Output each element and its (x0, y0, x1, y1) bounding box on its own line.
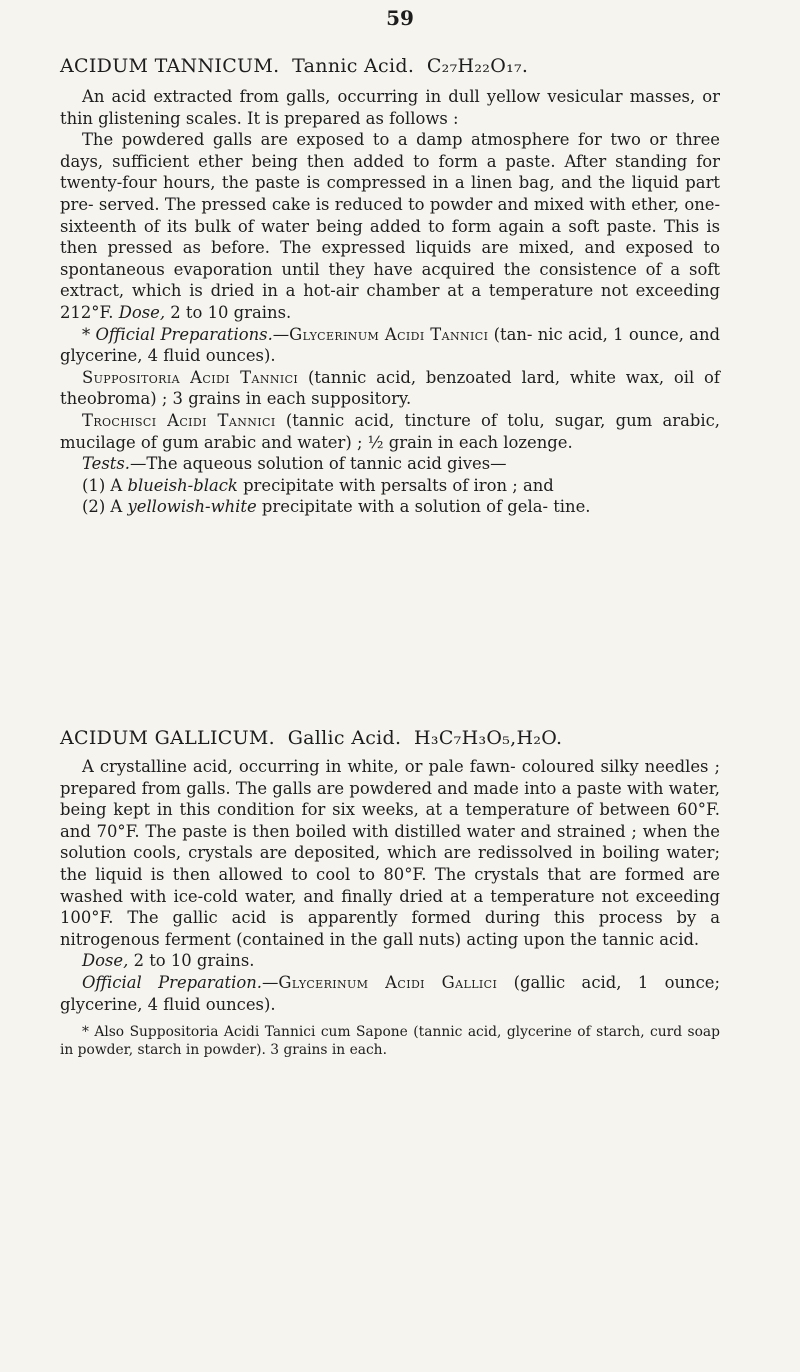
test-emphasis: yellowish-white (127, 497, 257, 517)
preparation-text: The powdered galls are exposed to a damp atmosphere for two or three days, sufficient ether being then added to form a paste. After standing for twenty-four hours, the paste is compressed in a linen bag, and the liquid part pre- served. The pressed cake is reduced to powder and mixed with ether, one-sixteenth of its bulk of water being added to form again a soft paste. This is then pressed as before. The expressed liquids are mixed, and exposed to spontaneous evaporation until they have acquired the consistence of a soft extract, which is dried in a hot-air chamber at a temperature not exceeding 212°F. (60, 130, 720, 322)
heading-formula: C₂₇H₂₂O₁₇. (426, 55, 529, 77)
dose-value: 2 to 10 grains. (133, 951, 255, 971)
official-preparation-1 (60, 972, 720, 1015)
test-text: precipitate with persalts of iron ; and (243, 475, 554, 495)
description: An acid extracted from galls, occurring in dull yellow vesicular masses, or thin glistening scales. It is prepared as follows : (60, 87, 720, 128)
prep-name: Trochisci Acidi Tannici (82, 410, 276, 430)
section-body-gallic (60, 756, 720, 1059)
heading-latin: ACIDUM TANNICUM. (60, 55, 280, 77)
prep-detail: (tannic acid, benzoated lard, white wax, oil of theobroma) ; 3 grains in each suppository. (60, 367, 720, 409)
description: A crystalline acid, occurring in white, or pale fawn- coloured silky needles ; prepared from galls. The galls are powdered and made into a paste with water, being kept in this condition for six weeks, at a temperature of between 60°F. and 70°F. The paste is then boiled with distilled water and strained ; when the solution cools, crystals are deposited, which are redissolved in boiling water; the liquid is then allowed to cool to 80°F. The crystals that are formed are washed with ice-cold water, and finally dried at a temperature not exceeding 100°F. The gallic acid is apparently formed during this process by a nitrogenous ferment (contained in the gall nuts) acting upon the tannic acid. (60, 757, 720, 949)
official-label: Official Preparation. (82, 972, 262, 992)
heading-english: Gallic Acid. (287, 727, 402, 749)
official-preparation-3 (60, 410, 720, 453)
dose-label: Dose, (82, 951, 129, 971)
official-dash: — (262, 972, 279, 992)
section-body-tannic (60, 86, 720, 518)
test-emphasis: blueish-black (127, 475, 238, 495)
prep-detail: (tannic acid, tincture of tolu, sugar, gum arabic, mucilage of gum arabic and water) ; ½ grain in each lozenge. (60, 410, 720, 452)
heading-english: Tannic Acid. (292, 55, 415, 77)
tests-intro-text: —The aqueous solution of tannic acid gives— (129, 454, 507, 474)
prep-name: Suppositoria Acidi Tannici (82, 367, 299, 387)
tests-intro (60, 453, 720, 475)
footnote: * Also Suppositoria Acidi Tannici cum Sapone (tannic acid, glycerine of starch, curd soap in powder, starch in powder). 3 grains in each. (60, 1024, 720, 1059)
prep-detail: (gallic acid, 1 ounce; glycerine, 4 fluid ounces). (60, 972, 720, 1014)
dose-label: Dose, (118, 302, 166, 322)
test-number: (2) A (82, 497, 123, 517)
heading-latin: ACIDUM GALLICUM. (60, 727, 275, 749)
prep-name: Glycerinum Acidi Tannici (289, 324, 489, 344)
section-heading-tannic (60, 52, 740, 80)
prep-name: Glycerinum Acidi Gallici (278, 972, 498, 992)
section-heading-gallic (60, 724, 740, 752)
test-text: precipitate with a solution of gela- tine. (261, 497, 591, 517)
dose (60, 950, 720, 972)
test-2 (60, 496, 720, 518)
page-number: 59 (386, 6, 414, 30)
test-1 (60, 475, 720, 497)
official-preparation-2 (60, 367, 720, 410)
preparation-method (60, 129, 720, 323)
test-number: (1) A (82, 475, 123, 495)
prep-detail: (tan- nic acid, 1 ounce, and glycerine, 4 fluid ounces). (60, 324, 720, 366)
official-dash: — (272, 324, 290, 344)
official-preparation-1 (60, 324, 720, 367)
heading-formula: H₃C₇H₃O₅,H₂O. (414, 727, 563, 749)
official-label: * Official Preparations. (82, 324, 273, 344)
tests-label: Tests. (82, 454, 130, 474)
dose-value: 2 to 10 grains. (170, 302, 292, 322)
